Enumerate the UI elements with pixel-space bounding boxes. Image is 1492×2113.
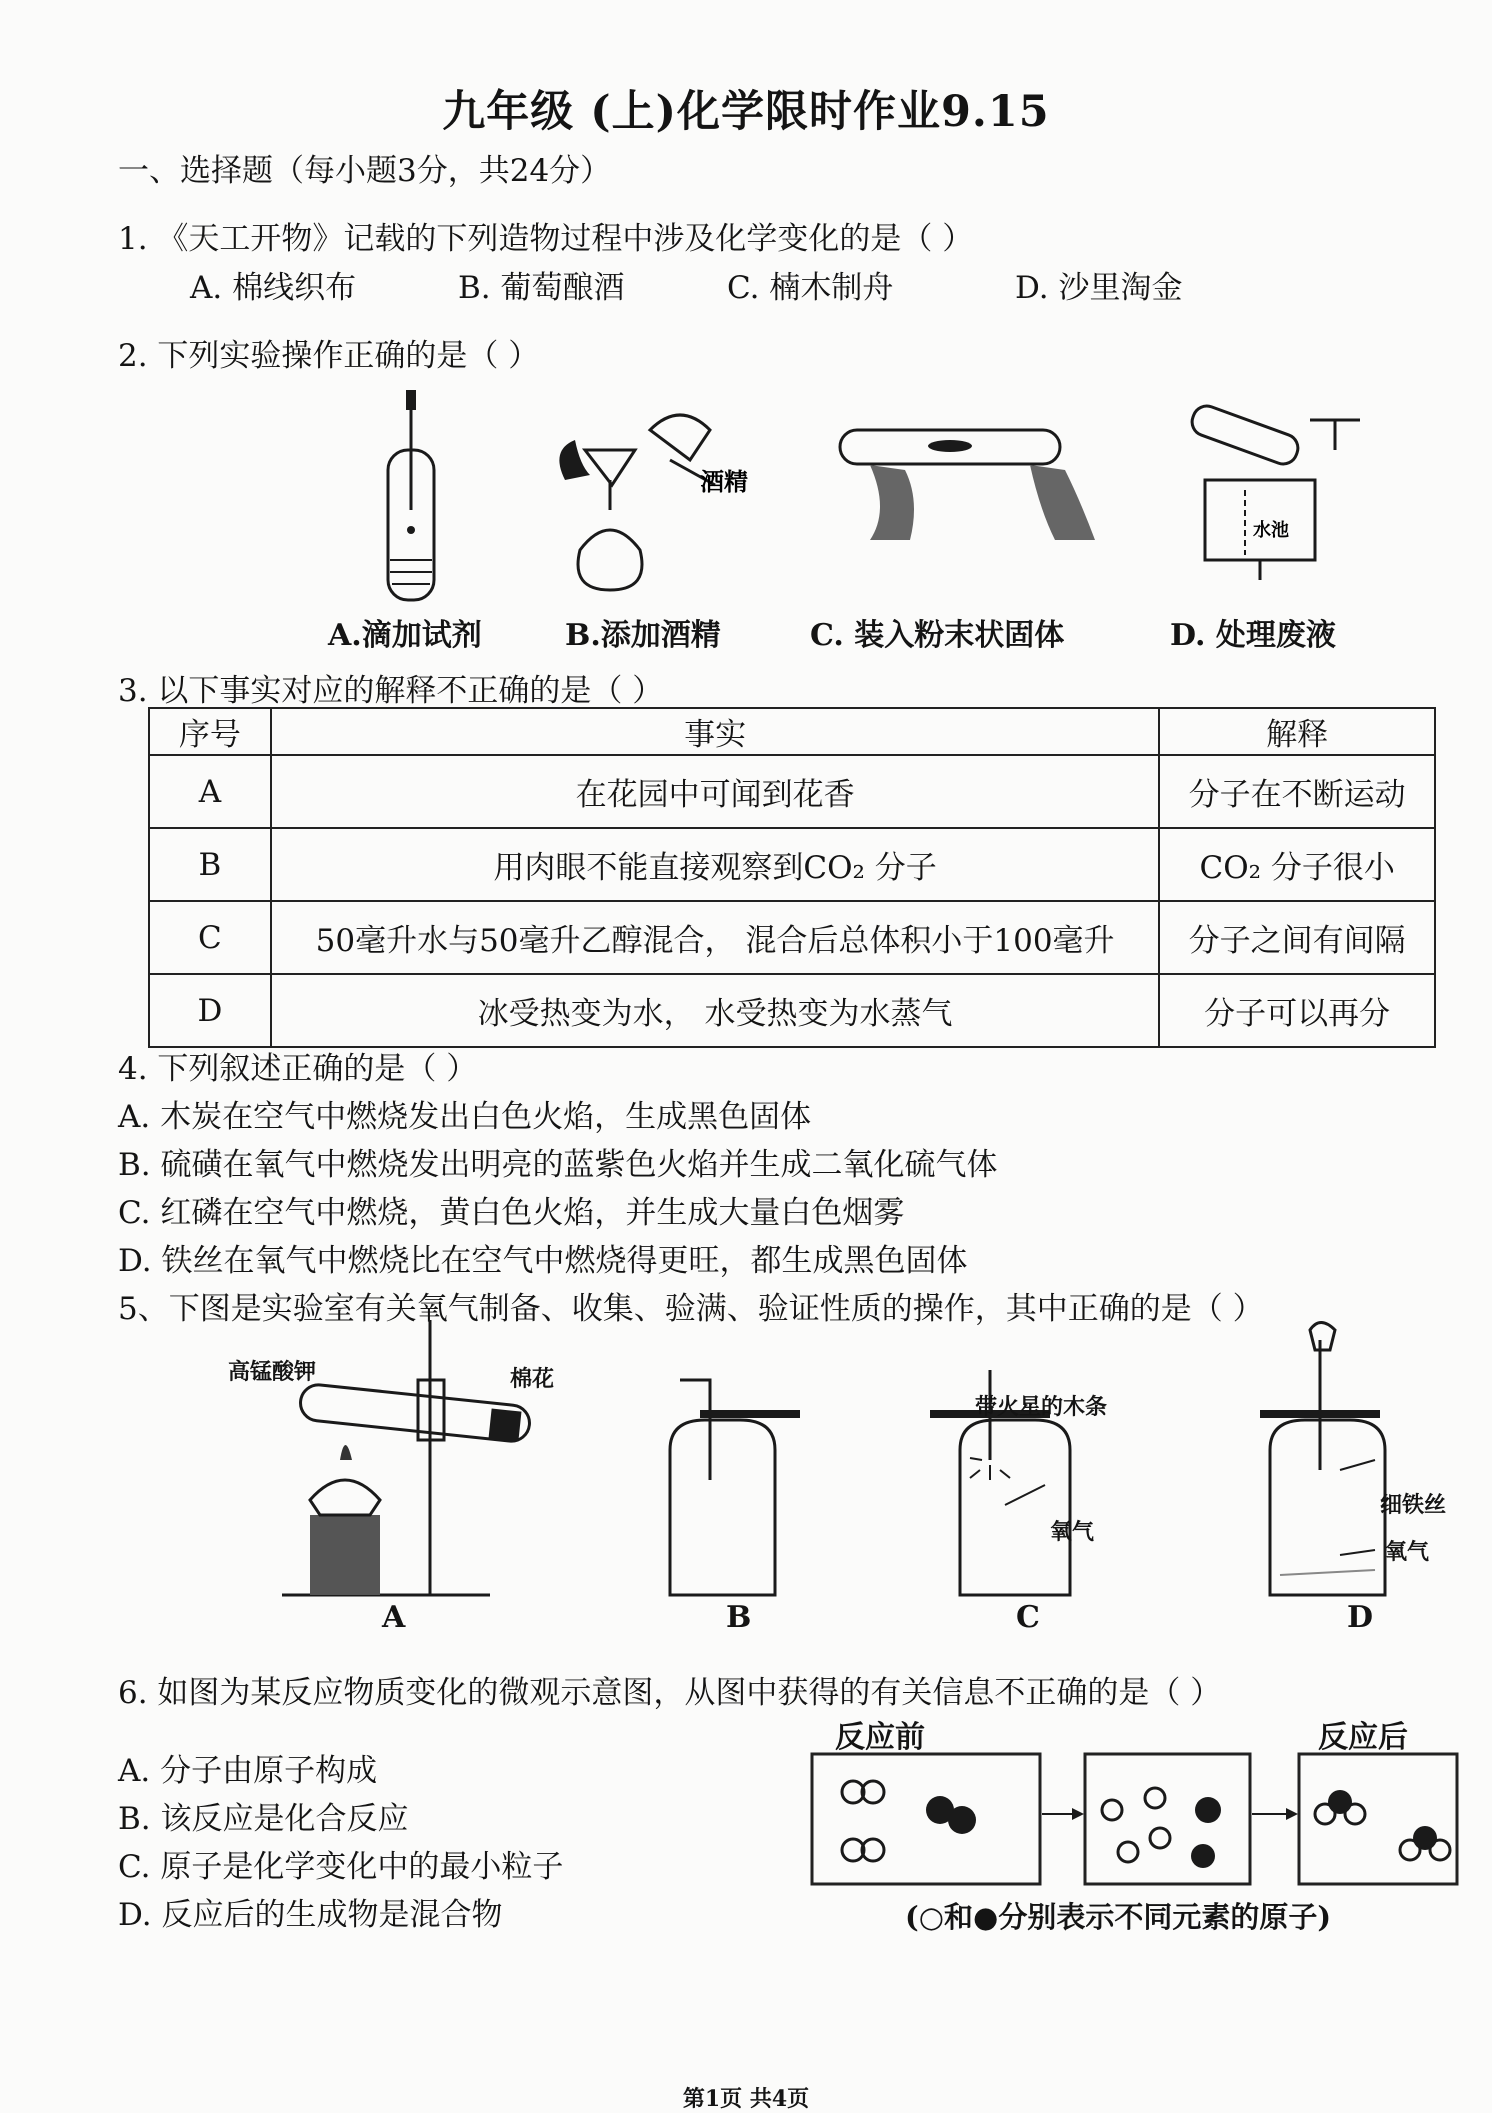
iron-wire-bottle-figure <box>1260 1323 1385 1596</box>
q5-caption-b: B <box>726 1600 752 1635</box>
question-3-stem: 3. 以下事实对应的解释不正确的是（ ） <box>118 673 664 709</box>
q6-option-d: D. 反应后的生成物是混合物 <box>118 1897 503 1933</box>
powder-test-tube-figure <box>840 430 1095 540</box>
table-cell-id: B <box>149 828 271 901</box>
table-row <box>149 755 1435 828</box>
table-cell-id: D <box>149 974 271 1047</box>
table-cell-id: A <box>149 755 271 828</box>
q1-option-c: C. 楠木制舟 <box>727 270 894 306</box>
alcohol-label: 酒精 <box>700 468 748 496</box>
kmno4-heating-figure <box>282 1320 531 1595</box>
q2-apparatus-figures <box>350 390 1400 610</box>
q5-caption-d: D <box>1347 1600 1374 1635</box>
q2-caption-a: A.滴加试剂 <box>328 618 482 653</box>
reaction-microscopic-diagram <box>810 1752 1460 1892</box>
table-row <box>149 828 1435 901</box>
table-cell-explanation: 分子在不断运动 <box>1159 755 1435 828</box>
table-cell-explanation: 分子可以再分 <box>1159 974 1435 1047</box>
table-cell-fact: 50毫升水与50毫升乙醇混合， 混合后总体积小于100毫升 <box>271 901 1160 974</box>
question-5-stem: 5、下图是实验室有关氧气制备、收集、验满、验证性质的操作，其中正确的是（ ） <box>118 1291 1264 1327</box>
table-header-cell: 解释 <box>1159 708 1435 755</box>
oxygen-label-d: 氧气 <box>1385 1540 1430 1565</box>
q4-option-a: A. 木炭在空气中燃烧发出白色火焰，生成黑色固体 <box>118 1099 812 1135</box>
table-cell-explanation: 分子之间有间隔 <box>1159 901 1435 974</box>
facts-table <box>148 707 1436 1048</box>
table-cell-explanation: CO₂ 分子很小 <box>1159 828 1435 901</box>
glowing-splint-label: 带火星的木条 <box>975 1395 1108 1420</box>
q5-apparatus-figures <box>270 1320 1450 1620</box>
dropper-test-tube-figure <box>388 390 434 600</box>
kmno4-label: 高锰酸钾 <box>228 1360 317 1385</box>
q1-option-b: B. 葡萄酿酒 <box>458 270 625 306</box>
table-header-cell: 事实 <box>271 708 1160 755</box>
question-1-stem: 1. 《天工开物》记载的下列造物过程中涉及化学变化的是（ ） <box>118 221 974 257</box>
q1-option-a: A. 棉线织布 <box>190 270 357 306</box>
waste-liquid-sink-figure <box>1188 402 1360 580</box>
q1-option-d: D. 沙里淘金 <box>1015 270 1183 306</box>
q6-option-c: C. 原子是化学变化中的最小粒子 <box>118 1849 564 1885</box>
page-title: 九年级 (上)化学限时作业9.15 <box>442 87 1050 137</box>
q4-option-b: B. 硫磺在氧气中燃烧发出明亮的蓝紫色火焰并生成二氧化硫气体 <box>118 1147 998 1183</box>
before-reaction-label: 反应前 <box>835 1720 925 1755</box>
after-reaction-label: 反应后 <box>1318 1720 1408 1755</box>
table-cell-fact: 在花园中可闻到花香 <box>271 755 1160 828</box>
table-cell-fact: 冰受热变为水， 水受热变为水蒸气 <box>271 974 1160 1047</box>
gas-bottle-figure <box>670 1380 800 1595</box>
page-footer: 第1页 共4页 <box>682 2086 810 2112</box>
diagram-legend: (○和●分别表示不同元素的原子) <box>905 1900 1332 1934</box>
q4-option-c: C. 红磷在空气中燃烧，黄白色火焰，并生成大量白色烟雾 <box>118 1195 905 1231</box>
q2-caption-b: B.添加酒精 <box>565 618 721 653</box>
table-row <box>149 901 1435 974</box>
section-heading: 一、选择题（每小题3分，共24分） <box>118 153 612 189</box>
table-header-cell: 序号 <box>149 708 271 755</box>
q6-option-b: B. 该反应是化合反应 <box>118 1801 409 1837</box>
oxygen-label-c: 氧气 <box>1050 1520 1095 1545</box>
q5-caption-c: C <box>1016 1600 1040 1635</box>
question-4-stem: 4. 下列叙述正确的是（ ） <box>118 1051 478 1087</box>
alcohol-lamp-funnel-figure <box>559 415 715 590</box>
table-cell-id: C <box>149 901 271 974</box>
question-2-stem: 2. 下列实验操作正确的是（ ） <box>118 338 540 374</box>
q6-option-a: A. 分子由原子构成 <box>118 1753 378 1789</box>
iron-wire-label: 细铁丝 <box>1380 1493 1447 1518</box>
table-header-row <box>149 708 1435 755</box>
table-row <box>149 974 1435 1047</box>
q2-caption-c: C. 装入粉末状固体 <box>810 618 1065 653</box>
q5-caption-a: A <box>382 1600 406 1635</box>
q4-option-d: D. 铁丝在氧气中燃烧比在空气中燃烧得更旺，都生成黑色固体 <box>118 1243 968 1279</box>
cotton-label: 棉花 <box>510 1367 555 1392</box>
water-pool-label: 水池 <box>1253 520 1289 541</box>
table-cell-fact: 用肉眼不能直接观察到CO₂ 分子 <box>271 828 1160 901</box>
question-6-stem: 6. 如图为某反应物质变化的微观示意图，从图中获得的有关信息不正确的是（ ） <box>118 1675 1222 1711</box>
q2-caption-d: D. 处理废液 <box>1170 618 1336 653</box>
